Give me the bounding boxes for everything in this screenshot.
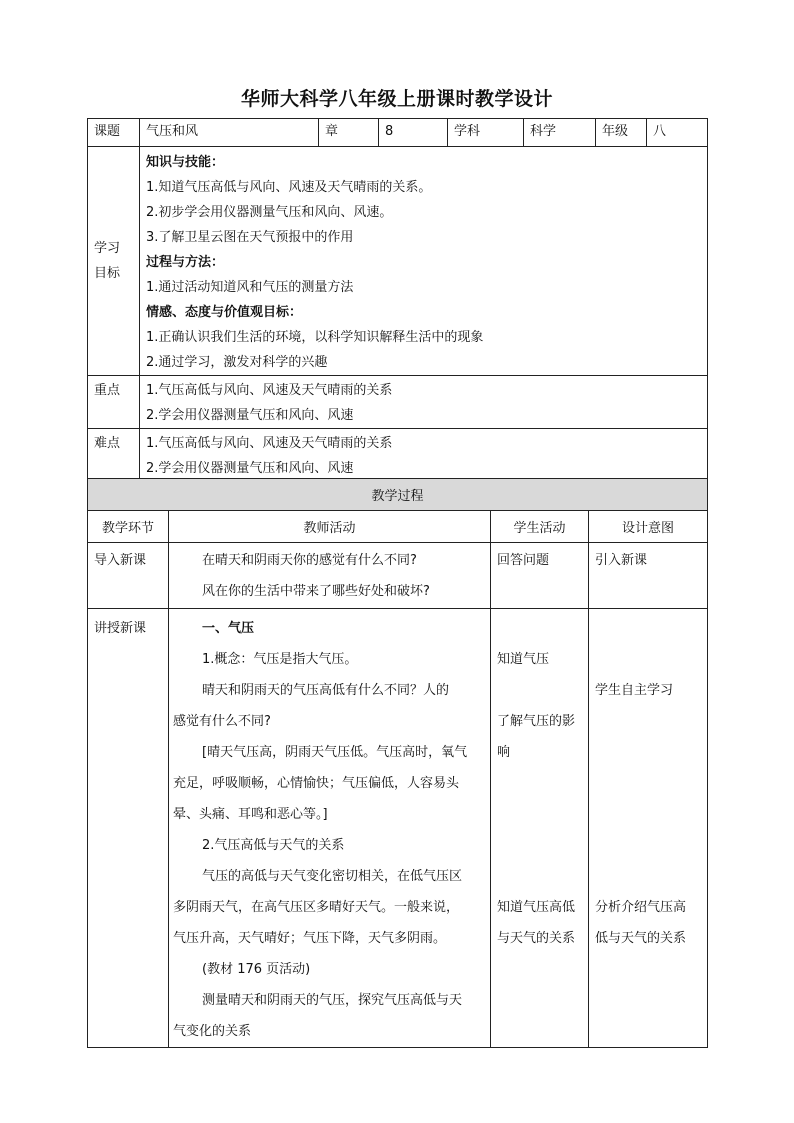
teaching-process-table: [87, 478, 708, 1048]
column-intent: 设计意图: [589, 511, 708, 543]
key-points-row: [88, 376, 708, 429]
intro-row: [88, 543, 708, 609]
lecture-stage: 讲授新课: [88, 609, 169, 1048]
column-student: 学生活动: [491, 511, 589, 543]
header-row: [88, 119, 708, 147]
column-teacher: 教师活动: [169, 511, 491, 543]
intro-stage: 导入新课: [88, 543, 169, 609]
objectives-row: [88, 147, 708, 376]
objectives-label: 学习 目标: [88, 147, 140, 376]
subject-value: 科学: [524, 119, 596, 147]
lecture-row: [88, 609, 708, 1048]
lecture-intent: 学生自主学习 分析介绍气压高 低与天气的关系: [589, 609, 708, 1048]
process-header-row: [88, 479, 708, 511]
objectives-content: 知识与技能： 1.知道气压高低与风向、风速及天气晴雨的关系。 2.初步学会用仪器测量气压和风向、风速。 3.了解卫星云图在天气预报中的作用 过程与方法： 1.通过活动知道风和气压的测量方法 情感、态度与价值观目标： 1.正确认识我们生活的环境，以科学知识解释生活中的现象 2.通过学习，激发对科学的兴趣: [140, 147, 708, 376]
page-title: 华师大科学八年级上册课时教学设计: [240, 88, 553, 110]
intro-teacher: 在晴天和阴雨天你的感觉有什么不同? 风在你的生活中带来了哪些好处和破坏?: [169, 543, 491, 609]
intro-student: 回答问题: [491, 543, 589, 609]
difficult-points-label: 难点: [88, 429, 140, 482]
key-points-content: 1.气压高低与风向、风速及天气晴雨的关系 2.学会用仪器测量气压和风向、风速: [140, 376, 708, 429]
topic-value: 气压和风: [140, 119, 319, 147]
chapter-value: 8: [379, 119, 448, 147]
lecture-teacher: 一、气压 1.概念：气压是指大气压。 晴天和阴雨天的气压高低有什么不同？人的 感觉有什么不同? [晴天气压高，阴雨天气压低。气压高时，氧气 充足，呼吸顺畅，心情愉快；气压偏低，人容易头 晕、头痛、耳鸣和恶心等。] 2.气压高低与天气的关系 气压的高低与天气变化密切相关，在低气压区 多阴雨天气，在高气压区多晴好天气。一般来说， 气压升高，天气晴好；气压下降，天气多阴雨。 (教材 176 页活动) 测量晴天和阴雨天的气压，探究气压高低与天 气变化的关系: [169, 609, 491, 1048]
difficult-points-row: [88, 429, 708, 482]
subject-label: 学科: [448, 119, 524, 147]
topic-label: 课题: [88, 119, 140, 147]
grade-value: 八: [647, 119, 708, 147]
key-points-label: 重点: [88, 376, 140, 429]
intro-intent: 引入新课: [589, 543, 708, 609]
difficult-points-content: 1.气压高低与风向、风速及天气晴雨的关系 2.学会用仪器测量气压和风向、风速: [140, 429, 708, 482]
lesson-info-table: [87, 118, 708, 482]
lecture-student: 知道气压 了解气压的影 响 知道气压高低 与天气的关系: [491, 609, 589, 1048]
chapter-label: 章: [319, 119, 379, 147]
grade-label: 年级: [596, 119, 647, 147]
column-stage: 教学环节: [88, 511, 169, 543]
process-columns-row: [88, 511, 708, 543]
process-header: 教学过程: [88, 479, 708, 511]
